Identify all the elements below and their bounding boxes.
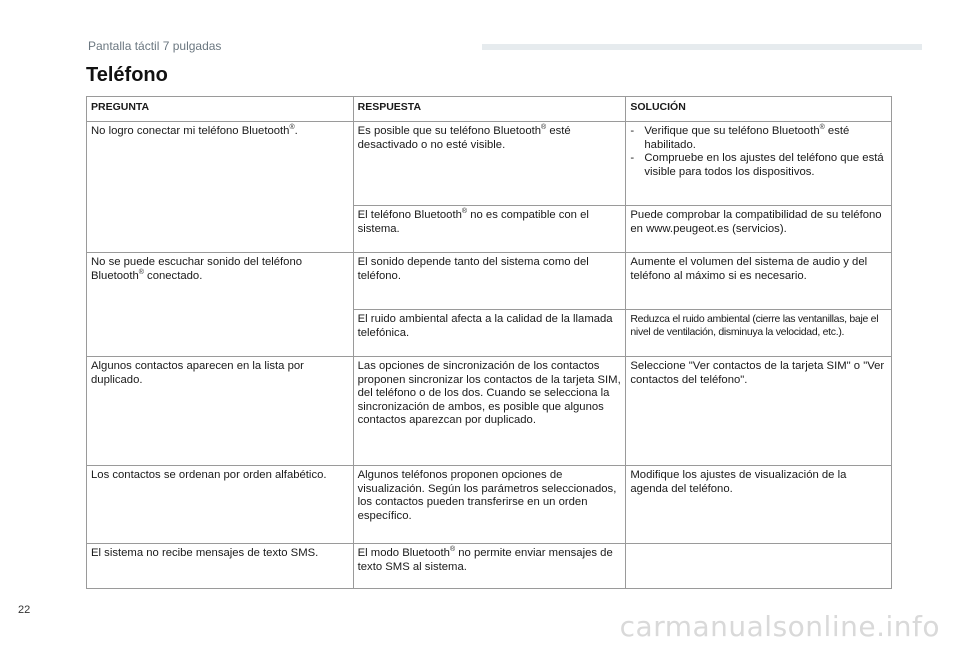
solution-cell: Seleccione "Ver contactos de la tarjeta SIM" o "Ver contactos del teléfono". [626, 357, 892, 466]
registered-mark: ® [289, 124, 295, 132]
table-row [87, 544, 892, 589]
question-cell: El sistema no recibe mensajes de texto SMS. [87, 544, 354, 589]
list-item [630, 152, 887, 179]
faq-table [86, 96, 892, 589]
section-header: Pantalla táctil 7 pulgadas [88, 39, 222, 53]
solution-cell [626, 544, 892, 589]
answer-cell [353, 122, 626, 206]
answer-cell: Las opciones de sincronización de los contactos proponen sincronizar los contactos de la tarjeta SIM, del teléfono o de los dos. Cuando se selecciona la sincronización de ambos, es posible que algunos contactos aparezcan por duplicado. [353, 357, 626, 466]
answer-text-end: no es compatible con el sistema. [357, 209, 589, 235]
page-title: Teléfono [86, 64, 168, 86]
table-row [87, 122, 892, 206]
solution-list [630, 125, 887, 179]
answer-text: Es posible que su teléfono Bluetooth [357, 125, 542, 137]
answer-cell [353, 206, 626, 253]
solution-text-end: esté habilitado. [644, 125, 850, 151]
solution-cell: Puede comprobar la compatibilidad de su teléfono en www.peugeot.es (servicios). [626, 206, 892, 253]
solution-cell: Modifique los ajustes de visualización de la agenda del teléfono. [626, 466, 892, 544]
solution-text: Compruebe en los ajustes del teléfono que está visible para todos los dispositivos. [644, 152, 884, 178]
solution-cell: Aumente el volumen del sistema de audio y del teléfono al máximo si es necesario. [626, 253, 892, 310]
question-cell [87, 253, 354, 357]
column-header-solution: SOLUCIÓN [626, 97, 892, 122]
question-cell [87, 122, 354, 253]
watermark: carmanualsonline.info [619, 610, 940, 643]
answer-text-end: esté desactivado o no esté visible. [357, 125, 571, 151]
table-row [87, 357, 892, 466]
dash-bullet: - [630, 152, 635, 165]
dash-bullet: - [630, 125, 635, 137]
answer-cell: Algunos teléfonos proponen opciones de visualización. Según los parámetros seleccionados, los contactos pueden transferirse en un orden específico. [353, 466, 626, 544]
solution-text: Verifique que su teléfono Bluetooth [644, 125, 820, 137]
registered-mark: ® [449, 546, 456, 554]
table-row [87, 253, 892, 310]
solution-cell [626, 122, 892, 206]
question-text: No logro conectar mi teléfono Bluetooth [91, 125, 290, 137]
question-text-end: . [294, 125, 298, 137]
table-row [87, 466, 892, 544]
registered-mark: ® [541, 124, 547, 132]
answer-text-end: no permite enviar mensajes de texto SMS al sistema. [357, 547, 613, 573]
table-header-row [87, 97, 892, 122]
registered-mark: ® [461, 208, 468, 216]
list-item [630, 125, 887, 152]
column-header-answer: RESPUESTA [353, 97, 626, 122]
question-cell: Algunos contactos aparecen en la lista por duplicado. [87, 357, 354, 466]
question-text-end: conectado. [143, 269, 203, 282]
answer-cell: El ruido ambiental afecta a la calidad de la llamada telefónica. [353, 310, 626, 357]
registered-mark: ® [819, 124, 825, 132]
question-cell: Los contactos se ordenan por orden alfabético. [87, 466, 354, 544]
page-number: 22 [18, 604, 31, 616]
solution-cell: Reduzca el ruido ambiental (cierre las ventanillas, baje el nivel de ventilación, disminuya la velocidad, etc.). [626, 310, 892, 357]
header-divider-bar [482, 44, 922, 50]
answer-cell [353, 544, 626, 589]
registered-mark: ® [138, 268, 144, 276]
question-text: No se puede escuchar sonido del teléfono Bluetooth [91, 256, 303, 282]
answer-text: El modo Bluetooth [357, 547, 450, 559]
answer-cell: El sonido depende tanto del sistema como del teléfono. [353, 253, 626, 310]
column-header-question: PREGUNTA [87, 97, 354, 122]
answer-text: El teléfono Bluetooth [357, 209, 462, 221]
